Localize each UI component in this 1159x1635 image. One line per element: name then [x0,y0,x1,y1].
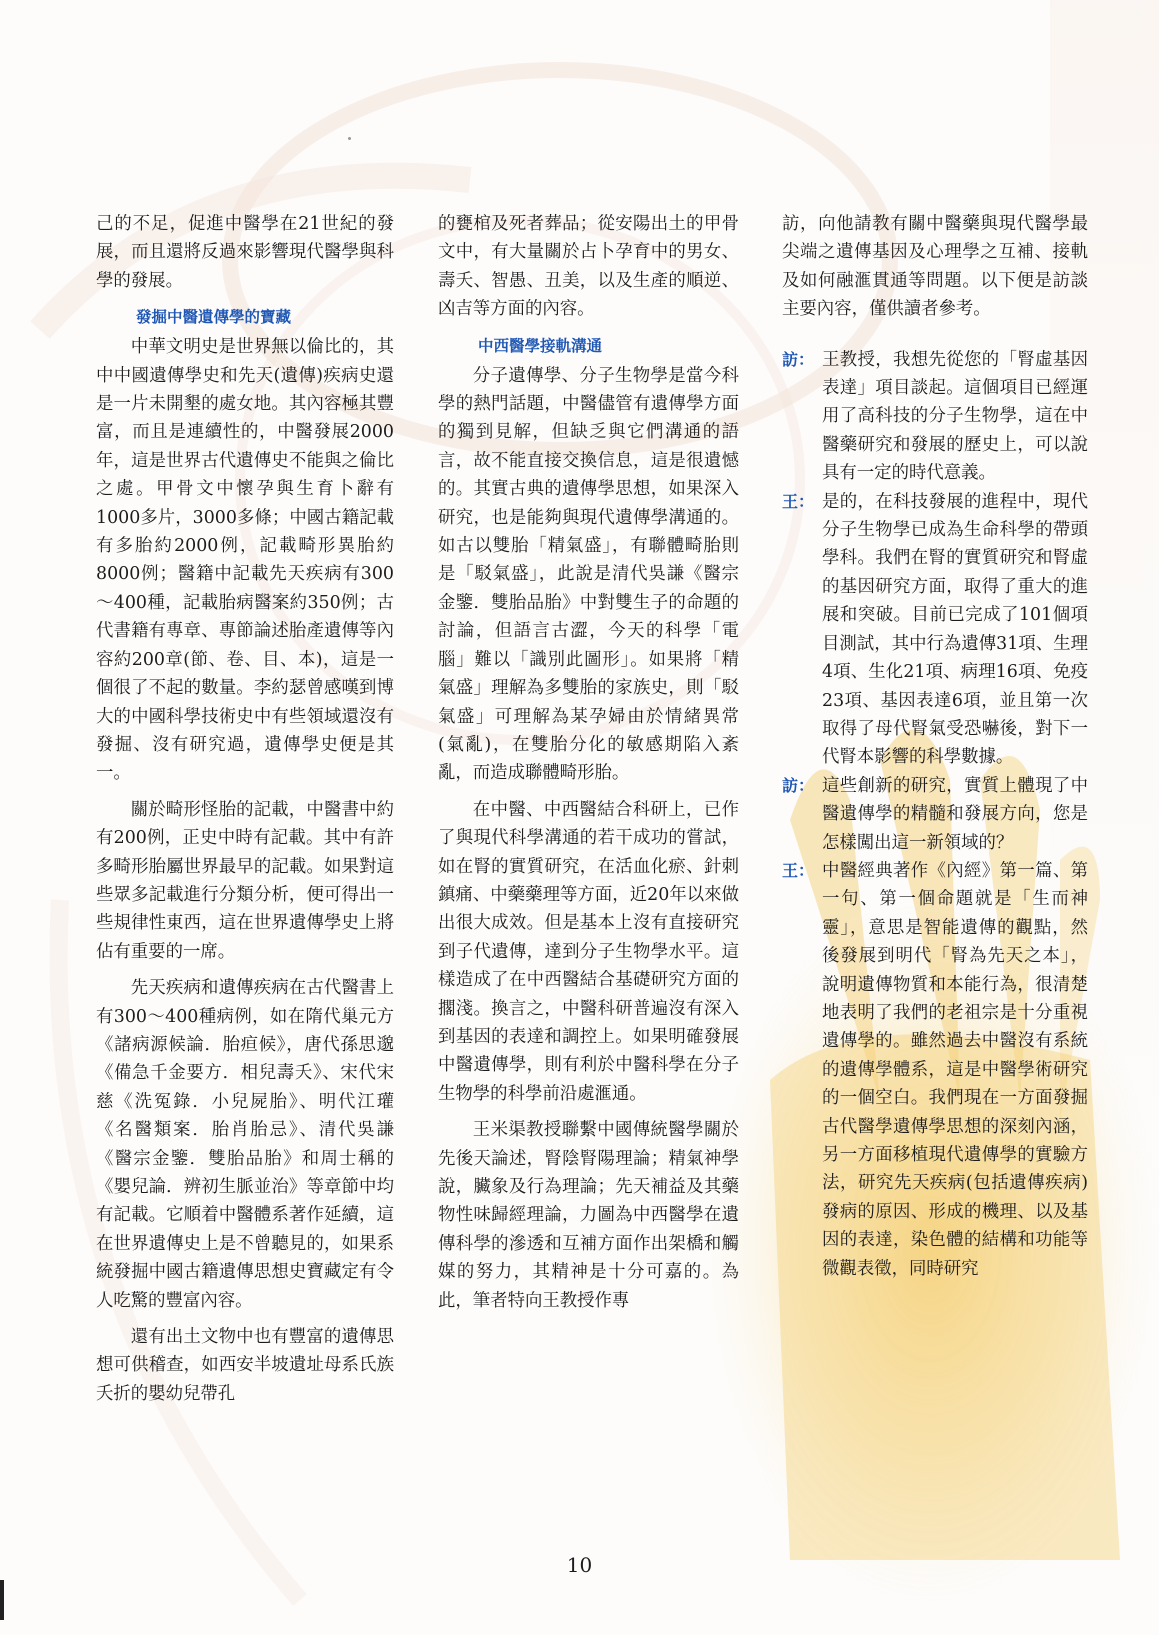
speaker-label: 王： [782,491,815,511]
paragraph: 己的不足，促進中醫學在21世紀的發展，而且還將反過來影響現代醫學與科學的發展。 [96,214,394,291]
section-heading: 發掘中醫遺傳學的寶藏 [136,308,292,327]
column-3 [782,210,1088,1283]
column-1 [96,210,394,1416]
speaker-label: 王： [782,860,815,880]
crop-mark [0,1580,4,1620]
print-mark [348,137,351,140]
speaker-label: 訪： [782,775,815,795]
interview-text: 是的，在科技發展的進程中，現代分子生物學已成為生命科學的帶頭學科。我們在腎的實質研究和腎虛的基因研究方面，取得了重大的進展和突破。目前已完成了101個項目測試，其中行為遺傳31項、生理4項、生化21項、病理16項、免疫23項、基因表達6項，並且第一次取得了母代腎氣受恐嚇後，對下一代腎本影響的科學數據。 [822,491,1088,768]
interview-entry [782,772,1088,857]
paragraph: 的甕棺及死者葬品；從安陽出土的甲骨文中，有大量關於占卜孕育中的男女、壽夭、智愚、丑美，以及生產的順逆、凶吉等方面的內容。 [438,214,739,320]
section-heading: 中西醫學接軌溝通 [478,336,603,355]
interview-entry [782,488,1088,772]
paragraph: 中華文明史是世界無以倫比的，其中中國遺傳學史和先天(遺傳)疾病史還是一片未開墾的處女地。其內容極其豐富，而且是連續性的，中醫發展2000年，這是世界古代遺傳史不能與之倫比之處。甲骨文中懷孕與生育卜辭有1000多片，3000多條；中國古籍記載有多胎約2000例，記載畸形異胎約8000例；醫籍中記載先天疾病有300～400種，記載胎病醫案約350例；古代書籍有專章、專節論述胎產遺傳等內容約200章(節、卷、目、本)，這是一個很了不起的數量。李約瑟曾感嘆到博大的中國科學技術史中有些領域還沒有發掘、沒有研究過，遺傳學史便是其一。 [96,337,394,784]
interview-text: 這些創新的研究，實質上體現了中醫遺傳學的精髓和發展方向，您是怎樣闖出這一新領域的？ [822,775,1088,853]
paragraph: 在中醫、中西醫結合科研上，已作了與現代科學溝通的若干成功的嘗試，如在腎的實質研究，在活血化瘀、針刺鎮痛、中藥藥理等方面，近20年以來做出很大成效。但是基本上沒有直接研究到子代遺傳，達到分子生物學水平。這樣造成了在中西醫結合基礎研究方面的擱淺。換言之，中醫科研普遍沒有深入到基因的表達和調控上。如果明確發展中醫遺傳學，則有利於中醫科學在分子生物學的科學前沿處滙通。 [438,799,739,1104]
page-number: 10 [566,1553,593,1577]
column-2 [438,210,739,1323]
interview-entry [782,857,1088,1283]
interview-text: 王教授，我想先從您的「腎虛基因表達」項目談起。這個項目已經運用了高科技的分子生物學，這在中醫藥研究和發展的歷史上，可以說具有一定的時代意義。 [822,349,1088,484]
paragraph: 王米渠教授聯繫中國傳統醫學關於先後天論述，腎陰腎陽理論；精氣神學說，臟象及行為理論；先天補益及其藥物性味歸經理論，力圖為中西醫學在遺傳科學的滲透和互補方面作出架橋和觸媒的努力，其精神是十分可嘉的。為此，筆者特向王教授作專 [438,1120,739,1311]
interview-text: 中醫經典著作《內經》第一篇、第一句、第一個命題就是「生而神靈」，意思是智能遺傳的觀點，然後發展到明代「腎為先天之本」，說明遺傳物質和本能行為，很清楚地表明了我們的老祖宗是十分重視遺傳學的。雖然過去中醫沒有系統的遺傳學體系，這是中醫學術研究的一個空白。我們現在一方面發掘古代醫學遺傳學思想的深刻內涵，另一方面移植現代遺傳學的實驗方法，研究先天疾病(包括遺傳疾病)發病的原因、形成的機理、以及基因的表達，染色體的結構和功能等微觀表徵，同時研究 [822,860,1088,1279]
paragraph: 訪，向他請教有關中醫藥與現代醫學最尖端之遺傳基因及心理學之互補、接軌及如何融滙貫通等問題。以下便是訪談主要內容，僅供讀者參考。 [782,214,1088,320]
paragraph: 先天疾病和遺傳疾病在古代醫書上有300～400種病例，如在隋代巢元方《諸病源候論．胎疸候》，唐代孫思邈《備急千金要方．相兒壽夭》、宋代宋慈《洗冤錄．小兒屍胎》、明代江瓘《名醫類案．胎肖胎忌》、清代吳謙《醫宗金鑒．雙胎品胎》和周士稱的《嬰兒論．辨初生脈並治》等章節中均有記載。它順着中醫體系著作延續，這在世界遺傳史上是不曾聽見的，如果系統發掘中國古籍遺傳思想史寶藏定有令人吃驚的豐富內容。 [96,978,394,1311]
speaker-label: 訪： [782,349,815,369]
paragraph: 分子遺傳學、分子生物學是當今科學的熱門話題，中醫儘管有遺傳學方面的獨到見解，但缺乏與它們溝通的語言，故不能直接交換信息，這是很遺憾的。其實古典的遺傳學思想，如果深入研究，也是能夠與現代遺傳學溝通的。如古以雙胎「精氣盛」，有聯體畸胎則是「駁氣盛」，此說是清代吳謙《醫宗金鑒．雙胎品胎》中對雙生子的命題的討論，但語言古澀，今天的科學「電腦」難以「識別此圖形」。如果將「精氣盛」理解為多雙胎的家族史，則「駁氣盛」可理解為某孕婦由於情緒異常(氣亂)，在雙胎分化的敏感期陷入紊亂，而造成聯體畸形胎。 [438,365,739,784]
paragraph: 還有出土文物中也有豐富的遺傳思想可供稽查，如西安半坡遺址母系氏族夭折的嬰幼兒帶孔 [96,1327,394,1404]
paragraph: 關於畸形怪胎的記載，中醫書中約有200例，正史中時有記載。其中有許多畸形胎屬世界最早的記載。如果對這些眾多記載進行分類分析，便可得出一些規律性東西，這在世界遺傳學史上將佔有重要的一席。 [96,799,394,962]
interview-entry [782,346,1088,488]
